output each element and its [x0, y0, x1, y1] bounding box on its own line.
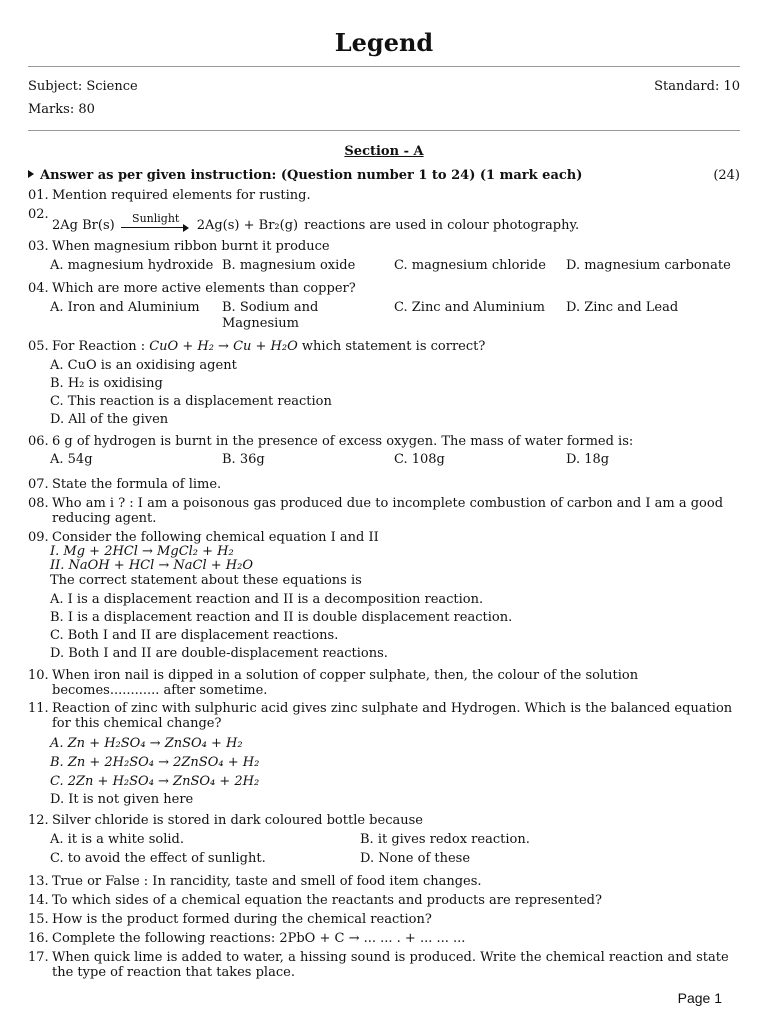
question-number: 02.	[28, 207, 49, 222]
marks-label: Marks: 80	[28, 102, 95, 117]
options-row	[50, 258, 740, 274]
reaction-rhs: 2Ag(s) + Br₂(g)	[196, 218, 299, 233]
instruction-text: Answer as per given instruction: (Question number 1 to 24) (1 mark each)	[40, 168, 583, 183]
question-text: Mention required elements for rusting.	[52, 188, 311, 203]
question-text: When quick lime is added to water, a hissing sound is produced. Write the chemical reaction and state the type of reaction that takes place.	[52, 950, 729, 980]
question-text: When magnesium ribbon burnt it produce	[52, 239, 330, 254]
option: D. All of the given	[50, 412, 169, 427]
question-number: 12.	[28, 813, 49, 828]
question-1	[28, 188, 740, 203]
question-number: 08.	[28, 496, 49, 511]
standard-label: Standard: 10	[654, 79, 740, 94]
subject-label: Subject: Science	[28, 79, 138, 94]
question-text: To which sides of a chemical equation the reactants and products are represented?	[52, 893, 602, 908]
question-text: How is the product formed during the chemical reaction?	[52, 912, 432, 927]
question-7	[28, 477, 740, 492]
question-text: Silver chloride is stored in dark coloured bottle because	[52, 813, 423, 828]
section-title: Section - A	[344, 144, 424, 159]
question-text: reactions are used in colour photography.	[304, 218, 580, 233]
option: C. 108g	[394, 452, 445, 467]
triangle-bullet-icon	[28, 170, 34, 178]
reaction-equation	[52, 211, 298, 233]
page-title: Legend	[334, 28, 434, 57]
option: B. H₂ is oxidising	[50, 376, 163, 391]
question-text: Reaction of zinc with sulphuric acid gives zinc sulphate and Hydrogen. Which is the balanced equation for this chemical change?	[52, 701, 733, 731]
page-number: Page 1	[677, 990, 722, 1006]
question-number: 01.	[28, 188, 49, 203]
option: D. None of these	[360, 851, 471, 866]
document-page	[28, 0, 740, 980]
question-text: True or False : In rancidity, taste and smell of food item changes.	[52, 874, 482, 889]
question-text: The correct statement about these equations is	[50, 573, 362, 588]
option: B. Zn + 2H₂SO₄ → 2ZnSO₄ + H₂	[50, 755, 260, 770]
question-10	[28, 668, 740, 698]
reaction-equation: II. NaOH + HCl → NaCl + H₂O	[50, 558, 254, 573]
meta-row	[28, 79, 740, 95]
question-number: 04.	[28, 281, 49, 296]
question-number: 07.	[28, 477, 49, 492]
question-number: 15.	[28, 912, 49, 927]
divider	[28, 66, 740, 67]
arrow-label: Sunlight	[132, 212, 180, 225]
question-9	[28, 530, 740, 545]
question-2	[28, 207, 740, 233]
question-15	[28, 912, 740, 927]
option: A. Zn + H₂SO₄ → ZnSO₄ + H₂	[50, 736, 243, 751]
question-text: Who am i ? : I am a poisonous gas produced due to incomplete combustion of carbon and I am a good reducing agent.	[52, 496, 724, 526]
options-row	[50, 452, 740, 468]
question-13	[28, 874, 740, 889]
option: A. magnesium hydroxide	[50, 258, 214, 273]
question-number: 13.	[28, 874, 49, 889]
option: C. Both I and II are displacement reactions.	[50, 628, 339, 643]
option: B. I is a displacement reaction and II is double displacement reaction.	[50, 610, 513, 625]
question-16	[28, 931, 740, 946]
question-12	[28, 813, 740, 828]
question-4	[28, 281, 740, 296]
question-number: 16.	[28, 931, 49, 946]
question-number: 09.	[28, 530, 49, 545]
option: D. Both I and II are double-displacement reactions.	[50, 646, 388, 661]
question-number: 17.	[28, 950, 49, 965]
option: A. CuO is an oxidising agent	[50, 358, 237, 373]
option: D. 18g	[566, 452, 610, 467]
question-text: 6 g of hydrogen is burnt in the presence of excess oxygen. The mass of water formed is:	[52, 434, 634, 449]
option: D. It is not given here	[50, 792, 194, 807]
option: C. Zinc and Aluminium	[394, 300, 545, 315]
divider	[28, 130, 740, 131]
reaction-equation: CuO + H₂ → Cu + H₂O	[149, 339, 298, 354]
question-11	[28, 701, 740, 731]
question-number: 05.	[28, 339, 49, 354]
option: A. Iron and Aluminium	[50, 300, 200, 315]
question-text: When iron nail is dipped in a solution of copper sulphate, then, the colour of the solution becomes............ after sometime.	[52, 668, 639, 698]
option: D. Zinc and Lead	[566, 300, 679, 315]
option: A. 54g	[50, 452, 93, 467]
option: B. magnesium oxide	[222, 258, 356, 273]
reaction-arrow-icon	[121, 211, 191, 233]
question-number: 14.	[28, 893, 49, 908]
option: C. to avoid the effect of sunlight.	[50, 851, 266, 866]
option: C. 2Zn + H₂SO₄ → ZnSO₄ + 2H₂	[50, 774, 260, 789]
instruction-row	[28, 168, 740, 184]
question-text: which statement is correct?	[301, 339, 486, 354]
question-text: For Reaction :	[52, 339, 146, 354]
options-row	[50, 832, 740, 848]
option: B. 36g	[222, 452, 265, 467]
options-row	[50, 851, 740, 867]
option: B. it gives redox reaction.	[360, 832, 530, 847]
option: C. This reaction is a displacement reaction	[50, 394, 332, 409]
question-number: 11.	[28, 701, 49, 716]
question-text: Consider the following chemical equation I and II	[52, 530, 379, 545]
question-3	[28, 239, 740, 254]
question-8	[28, 496, 740, 526]
option: B. Sodium and Magnesium	[222, 300, 319, 331]
question-number: 06.	[28, 434, 49, 449]
option: C. magnesium chloride	[394, 258, 546, 273]
options-row	[50, 300, 740, 332]
question-6	[28, 434, 740, 449]
question-number: 10.	[28, 668, 49, 683]
reaction-lhs: 2Ag Br(s)	[52, 218, 115, 233]
question-number: 03.	[28, 239, 49, 254]
question-text: State the formula of lime.	[52, 477, 222, 492]
question-text: Which are more active elements than copper?	[52, 281, 356, 296]
option: A. I is a displacement reaction and II is a decomposition reaction.	[50, 592, 484, 607]
question-5	[28, 339, 740, 354]
option: D. magnesium carbonate	[566, 258, 731, 273]
question-text: Complete the following reactions: 2PbO + C → ... ... . + ... ... ...	[52, 931, 466, 946]
reaction-equation: I. Mg + 2HCl → MgCl₂ + H₂	[50, 544, 234, 559]
question-17	[28, 950, 740, 980]
option: A. it is a white solid.	[50, 832, 184, 847]
instruction-marks: (24)	[713, 168, 740, 183]
question-14	[28, 893, 740, 908]
